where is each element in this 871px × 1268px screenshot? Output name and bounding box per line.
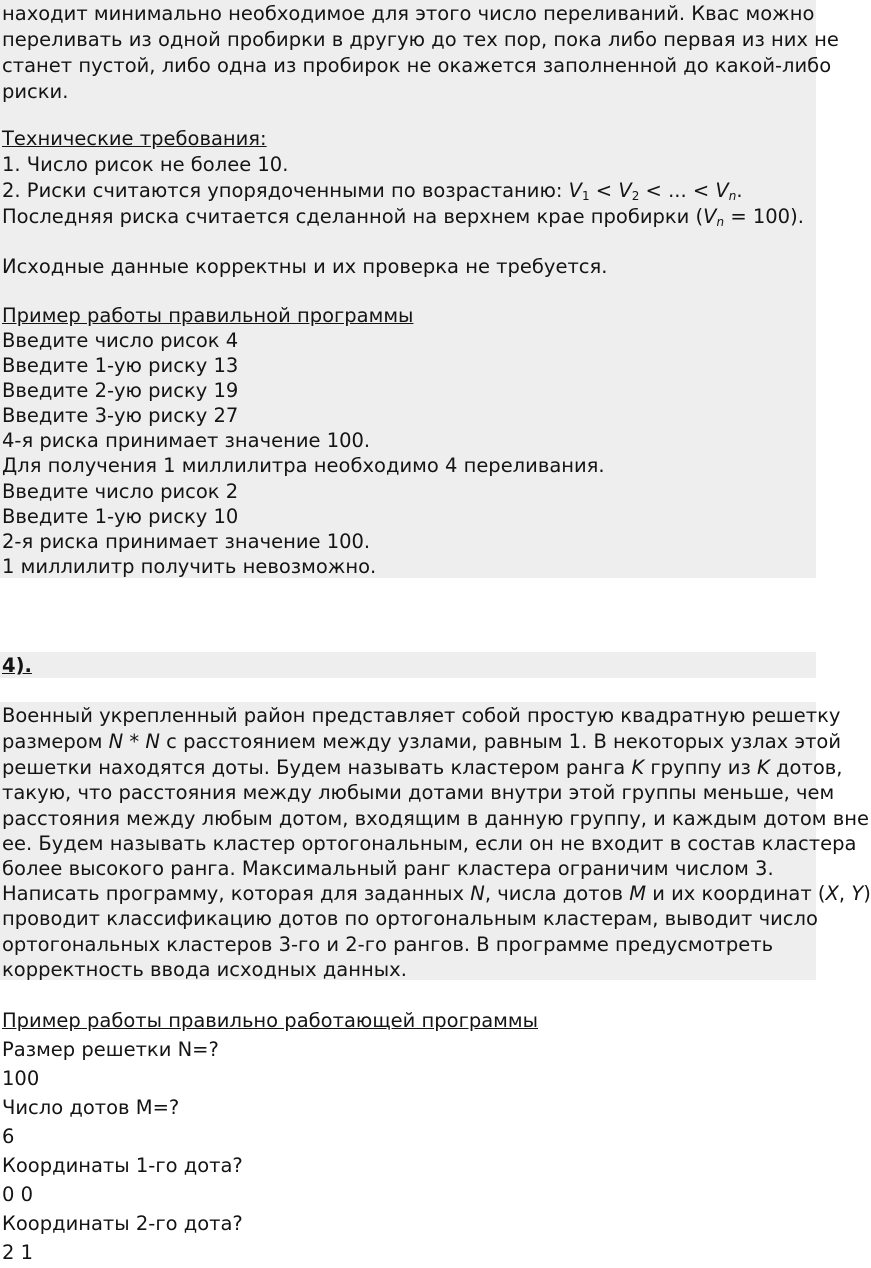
para-line-8: Написать программу, которая для заданных N, числа дотов M и их координат (X, Y)	[2, 882, 871, 905]
requirement-1: 1. Число рисок не более 10.	[2, 153, 289, 176]
para-line-4: такую, что расстояния между любыми дотами внутри этой группы меньше, чем	[2, 781, 835, 804]
example4-line: Число дотов M=?	[2, 1096, 180, 1119]
example-line: Введите 1-ую риску 10	[2, 505, 239, 528]
example-line: Для получения 1 миллилитра необходимо 4 переливания.	[2, 454, 605, 477]
example4-line: 0 0	[2, 1183, 34, 1206]
example4-line: Размер решетки N=?	[2, 1038, 219, 1061]
example4-line: Координаты 2-го дота?	[2, 1212, 243, 1235]
heading4-shading	[0, 652, 816, 678]
para-line-11: корректность ввода исходных данных.	[2, 958, 407, 981]
intro-line-3: станет пустой, либо одна из пробирок не окажется заполненной до какой-либо	[2, 54, 832, 77]
example4-line: 2 1	[2, 1241, 34, 1264]
example-heading-3: Пример работы правильной программы	[2, 304, 414, 327]
example-line: Введите число рисок 2	[2, 480, 239, 503]
section-4-heading: 4).	[2, 654, 32, 677]
intro-line-2: переливать из одной пробирки в другую до тех пор, пока либо первая из них не	[2, 28, 839, 51]
para-line-5: расстояния между любым дотом, входящим в данную группу, и каждым дотом вне	[2, 807, 869, 830]
para-line-2: размером N * N с расстоянием между узлами, равным 1. В некоторых узлах этой	[2, 730, 842, 753]
example4-line: 6	[2, 1125, 15, 1148]
tech-requirements-heading: Технические требования:	[2, 127, 267, 150]
para-line-3: решетки находятся доты. Будем называть кластером ранга K группу из K дотов,	[2, 756, 843, 779]
example-line: Введите 3-ую риску 27	[2, 404, 239, 427]
example-heading-4: Пример работы правильно работающей программы	[2, 1009, 539, 1032]
example-line: 2-я риска принимает значение 100.	[2, 530, 371, 553]
para-line-9: проводит классификацию дотов по ортогональным кластерам, выводит число	[2, 907, 818, 930]
requirement-3: Последняя риска считается сделанной на верхнем крае пробирки $(V_n = 100)$.	[2, 205, 804, 229]
example-line: Введите 1-ую риску 13	[2, 354, 239, 377]
para-line-7: более высокого ранга. Максимальный ранг кластера ограничим числом 3.	[2, 857, 774, 880]
example4-line: 100	[2, 1067, 40, 1090]
example-line: Введите 2-ую риску 19	[2, 379, 239, 402]
example-line: 1 миллилитр получить невозможно.	[2, 555, 377, 578]
correct-data-note: Исходные данные корректны и их проверка не требуется.	[2, 255, 608, 278]
example4-line: Координаты 1-го дота?	[2, 1154, 243, 1177]
example-line: 4-я риска принимает значение 100.	[2, 429, 371, 452]
intro-line-4: риски.	[2, 80, 69, 103]
intro-line-1: находит минимально необходимое для этого число переливаний. Квас можно	[2, 2, 815, 25]
example-line: Введите число рисок 4	[2, 329, 239, 352]
requirement-2: 2. Риски считаются упорядоченными по возрастанию: $V_1 < V_2$ < ... < $V_n$.	[2, 179, 743, 203]
para-line-1: Военный укрепленный район представляет собой простую квадратную решетку	[2, 704, 841, 727]
para-line-6: ее. Будем называть кластер ортогональным, если он не входит в состав кластера	[2, 832, 857, 855]
para-line-10: ортогональных кластеров 3-го и 2-го рангов. В программе предусмотреть	[2, 933, 774, 956]
